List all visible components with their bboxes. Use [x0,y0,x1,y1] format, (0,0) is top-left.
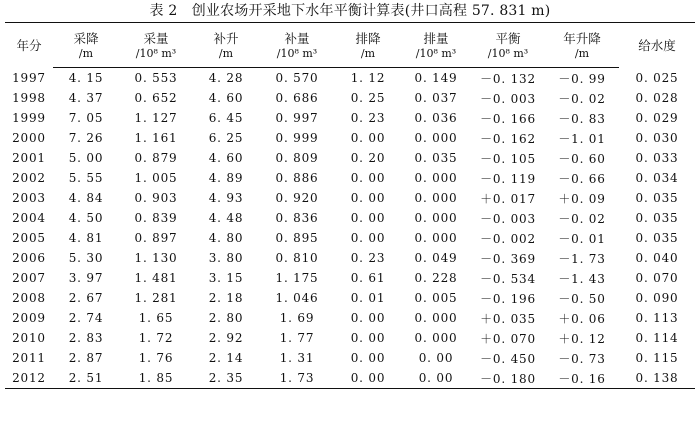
table-cell: 0. 00 [350,171,386,185]
table-cell: 2. 80 [208,311,244,325]
year-cell: 2006 [12,251,46,265]
table-cell: －0. 369 [480,251,536,266]
header-col-unit: /m [335,47,401,68]
table-title: 表 2 创业农场开采地下水年平衡计算表(井口高程 57. 831 m) [149,3,551,19]
table-cell: 0. 035 [635,231,679,245]
header-col-name: 补升 [193,23,259,48]
table-cell: 4. 50 [68,211,104,225]
table-cell: 0. 115 [635,351,679,365]
year-cell: 2000 [12,131,46,145]
table-row [5,328,695,348]
table-cell: －0. 534 [480,271,536,286]
year-cell: 2003 [12,191,46,205]
table-cell: 0. 570 [275,71,319,85]
table-cell: 1. 161 [134,131,178,145]
table-cell: －0. 003 [480,91,536,106]
table-cell: 0. 040 [635,251,679,265]
table-cell: －0. 66 [558,171,606,186]
table-cell: 0. 553 [134,71,178,85]
table-cell: 0. 000 [414,211,458,225]
table-cell: 0. 005 [414,291,458,305]
table-cell: 3. 97 [68,271,104,285]
table-cell: 0. 00 [350,211,386,225]
table-cell: 0. 23 [350,111,386,125]
table-cell: 0. 114 [635,331,679,345]
table-cell: 4. 81 [68,231,104,245]
table-cell: 0. 149 [414,71,458,85]
table-cell: 4. 15 [68,71,104,85]
table-cell: －0. 73 [558,351,606,366]
table-cell: 0. 030 [635,131,679,145]
table-cell: －1. 73 [558,251,606,266]
table-cell: －0. 003 [480,211,536,226]
table-row [5,188,695,208]
table-cell: 3. 15 [208,271,244,285]
header-col-unit: /m [53,47,119,68]
table-cell: 0. 036 [414,111,458,125]
table-cell: 0. 897 [134,231,178,245]
header-col-name: 补量 [259,23,335,48]
table-cell: 2. 67 [68,291,104,305]
header-col-name: 排量 [401,23,471,48]
table-cell: 2. 14 [208,351,244,365]
table-cell: 0. 999 [275,131,319,145]
table-cell: －0. 50 [558,291,606,306]
table-cell: 2. 51 [53,368,119,389]
table-cell: 1. 130 [134,251,178,265]
header-col-unit: /10⁸ m³ [119,47,193,68]
table-cell: 1. 481 [134,271,178,285]
table-cell: 0. 903 [134,191,178,205]
table-cell: 0. 090 [635,291,679,305]
table-row [5,228,695,248]
year-cell: 1998 [12,91,46,105]
table-row [5,348,695,368]
table-cell: 4. 60 [208,91,244,105]
table-body [5,68,695,389]
table-cell: －0. 02 [558,91,606,106]
header-col-unit: /10⁸ m³ [471,47,545,68]
table-cell: －0. 119 [480,171,536,186]
table-cell: 7. 26 [68,131,104,145]
table-cell: 6. 45 [208,111,244,125]
table-cell: ＋0. 017 [480,191,536,206]
table-cell: 4. 80 [208,231,244,245]
table-cell: 1. 12 [350,71,386,85]
table-cell: －0. 105 [480,151,536,166]
table-cell: 1. 77 [279,331,315,345]
table-cell: 0. 879 [134,151,178,165]
table-cell: 0. 00 [350,311,386,325]
table-cell: 2. 18 [208,291,244,305]
table-cell: 5. 00 [68,151,104,165]
table-cell: 0. 000 [414,311,458,325]
table-cell: 0. 01 [350,291,386,305]
table-cell: 4. 60 [208,151,244,165]
table-cell: 0. 035 [414,151,458,165]
table-cell: 0. 228 [414,271,458,285]
table-cell: 1. 73 [259,368,335,389]
table-row [5,168,695,188]
table-cell: 1. 76 [138,351,174,365]
year-cell: 2012 [5,368,53,389]
table-cell: 0. 000 [414,131,458,145]
table-row [5,88,695,108]
table-cell: 5. 55 [68,171,104,185]
table-cell: 0. 839 [134,211,178,225]
table-cell: ＋0. 12 [558,331,606,346]
table-cell: －0. 450 [480,351,536,366]
table-cell: －0. 162 [480,131,536,146]
table-cell: ＋0. 070 [480,331,536,346]
table-cell: 0. 049 [414,251,458,265]
table-cell: 5. 30 [68,251,104,265]
table-cell: －0. 166 [480,111,536,126]
table-cell: 0. 895 [275,231,319,245]
table-cell: 0. 00 [350,351,386,365]
table-cell: 1. 85 [119,368,193,389]
table-cell: 2. 92 [208,331,244,345]
table-cell: 1. 175 [275,271,319,285]
table-cell: 0. 035 [635,191,679,205]
header-col-name: 采量 [119,23,193,48]
table-cell: ＋0. 09 [558,191,606,206]
table-row [5,68,695,89]
table-cell: 0. 686 [275,91,319,105]
table-cell: 3. 80 [208,251,244,265]
table-cell: 0. 00 [350,331,386,345]
table-row [5,368,695,389]
year-cell: 1999 [12,111,46,125]
table-cell: －0. 132 [480,71,536,86]
table-cell: 1. 281 [134,291,178,305]
year-cell: 2009 [12,311,46,325]
table-row [5,148,695,168]
table-cell: －0. 02 [558,211,606,226]
table-cell: 0. 029 [635,111,679,125]
table-cell: 4. 48 [208,211,244,225]
table-cell: －1. 01 [558,131,606,146]
table-cell: 0. 00 [335,368,401,389]
table-cell: －0. 16 [545,368,619,389]
water-balance-table [5,22,695,389]
table-cell: 4. 93 [208,191,244,205]
table-cell: 2. 35 [193,368,259,389]
table-cell: 0. 810 [275,251,319,265]
table-cell: 0. 61 [350,271,386,285]
table-cell: 0. 20 [350,151,386,165]
table-cell: 4. 28 [208,71,244,85]
table-cell: 0. 000 [414,171,458,185]
table-cell: －0. 180 [471,368,545,389]
table-cell: 0. 138 [619,368,695,389]
table-cell: 4. 37 [68,91,104,105]
table-cell: 0. 035 [635,211,679,225]
table-cell: ＋0. 035 [480,311,536,326]
table-cell: 0. 23 [350,251,386,265]
table-row [5,308,695,328]
year-cell: 2011 [12,351,46,365]
table-cell: －0. 01 [558,231,606,246]
header-col-unit: /m [193,47,259,68]
table-cell: 0. 037 [414,91,458,105]
table-cell: －0. 60 [558,151,606,166]
table-cell: 0. 809 [275,151,319,165]
year-cell: 2002 [12,171,46,185]
table-cell: －0. 99 [558,71,606,86]
table-cell: －0. 196 [480,291,536,306]
table-row [5,288,695,308]
table-cell: 7. 05 [68,111,104,125]
table-cell: 6. 25 [208,131,244,145]
table-cell: ＋0. 06 [558,311,606,326]
header-col-unit: /m [545,47,619,68]
header-col-name: 排降 [335,23,401,48]
header-col-unit: /10⁸ m³ [401,47,471,68]
year-cell: 2001 [12,151,46,165]
header-col-name: 采降 [53,23,119,48]
table-cell: 0. 025 [635,70,679,85]
table-cell: 1. 046 [275,291,319,305]
table-cell: 0. 886 [275,171,319,185]
table-cell: 0. 652 [134,91,178,105]
table-cell: 0. 034 [635,171,679,185]
table-cell: 0. 00 [350,191,386,205]
table-cell: 0. 033 [635,151,679,165]
table-cell: 0. 25 [350,91,386,105]
table-cell: －0. 83 [558,111,606,126]
year-cell: 1997 [12,70,46,85]
table-cell: 0. 000 [414,331,458,345]
table-cell: 0. 00 [350,131,386,145]
table-cell: 0. 836 [275,211,319,225]
table-cell: 0. 028 [635,91,679,105]
table-cell: 1. 127 [134,111,178,125]
header-row-names [5,23,695,48]
table-row [5,128,695,148]
header-col-name: 年升降 [545,23,619,48]
table-row [5,108,695,128]
table-cell: 2. 87 [68,351,104,365]
header-year: 年分 [5,23,53,68]
header-row-units [5,47,695,68]
table-cell: 0. 00 [401,368,471,389]
table-cell: 0. 070 [635,271,679,285]
table-row [5,208,695,228]
year-cell: 2005 [12,231,46,245]
year-cell: 2010 [12,331,46,345]
table-cell: 4. 89 [208,171,244,185]
header-col-name: 给水度 [619,23,695,68]
table-cell: －1. 43 [558,271,606,286]
table-cell: 2. 74 [68,311,104,325]
table-cell: 2. 83 [68,331,104,345]
header-col-unit: /10⁸ m³ [259,47,335,68]
year-cell: 2004 [12,211,46,225]
year-cell: 2007 [12,271,46,285]
table-cell: 0. 00 [350,231,386,245]
table-row [5,248,695,268]
table-cell: 0. 920 [275,191,319,205]
table-cell: 1. 69 [279,311,315,325]
year-cell: 2008 [12,291,46,305]
table-cell: 1. 72 [138,331,174,345]
table-cell: 1. 65 [138,311,174,325]
table-cell: 1. 31 [279,351,315,365]
table-cell: 1. 005 [134,171,178,185]
table-row [5,268,695,288]
table-cell: 0. 000 [414,231,458,245]
table-cell: －0. 002 [480,231,536,246]
table-cell: 0. 00 [418,351,454,365]
table-cell: 4. 84 [68,191,104,205]
table-header [5,23,695,68]
table-cell: 0. 113 [635,311,679,325]
table-cell: 0. 000 [414,191,458,205]
header-col-name: 平衡 [471,23,545,48]
table-cell: 0. 997 [275,111,319,125]
